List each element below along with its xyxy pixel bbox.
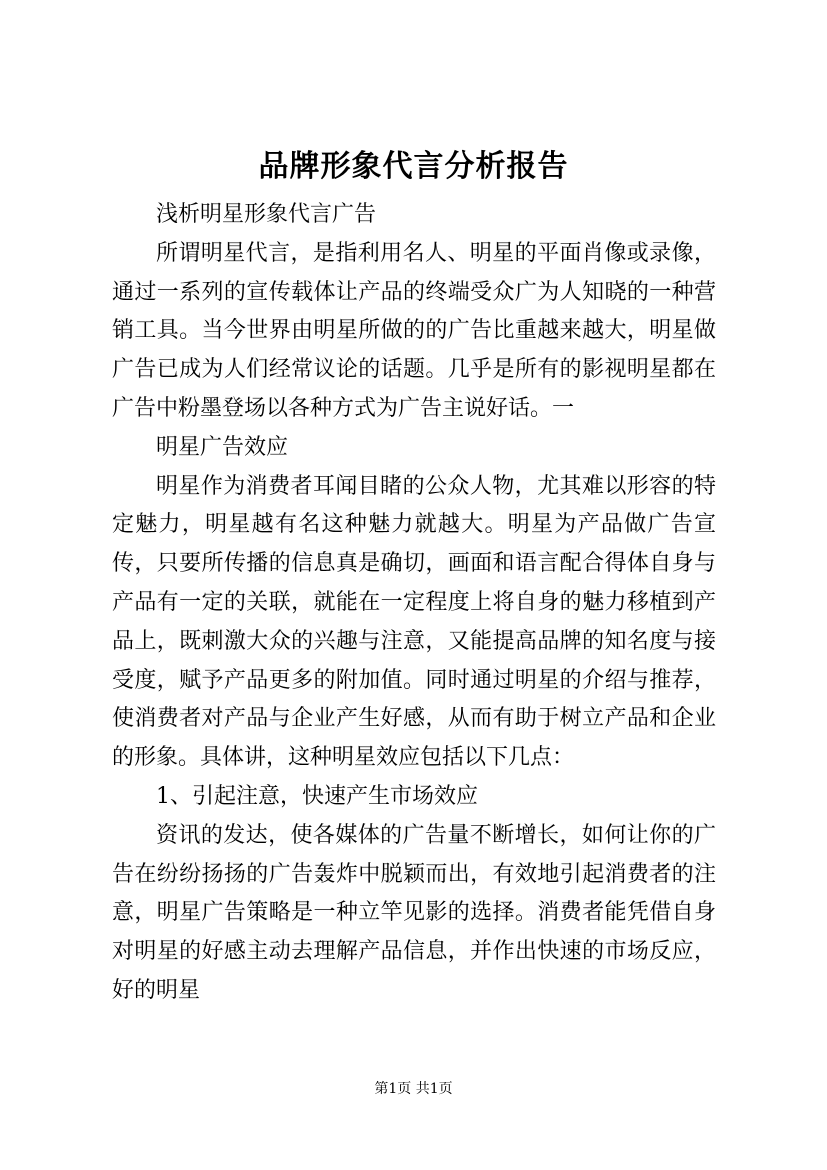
paragraph-definition: 所谓明星代言，是指利用名人、明星的平面肖像或录像，通过一系列的宣传载体让产品的终端受众广为人知晓的一种营销工具。当今世界由明星所做的的广告比重越来越大，明星做广告已成为人们经常议论的话题。几乎是所有的影视明星都在广告中粉墨登场以各种方式为广告主说好话。一 xyxy=(112,240,716,421)
document-body xyxy=(112,196,716,1011)
page-footer: 第1页 共1页 xyxy=(374,1081,453,1097)
paragraph-effect-body: 明星作为消费者耳闻目睹的公众人物，尤其难以形容的特定魅力，明星越有名这种魅力就越大。明星为产品做广告宣传，只要所传播的信息真是确切，画面和语言配合得体自身与产品有一定的关联，就能在一定程度上将自身的魅力移植到产品上，既刺激大众的兴趣与注意，又能提高品牌的知名度与接受度，赋予产品更多的附加值。同时通过明星的介绍与推荐，使消费者对产品与企业产生好感，从而有助于树立产品和企业的形象。具体讲，这种明星效应包括以下几点： xyxy=(112,473,716,771)
paragraph-point-1-body: 资讯的发达，使各媒体的广告量不断增长，如何让你的广告在纷纷扬扬的广告轰炸中脱颖而出，有效地引起消费者的注意，明星广告策略是一种立竿见影的选择。消费者能凭借自身对明星的好感主动去理解产品信息，并作出快速的市场反应，好的明星 xyxy=(112,822,716,1003)
paragraph-heading-effect: 明星广告效应 xyxy=(156,434,289,460)
paragraph-subtitle: 浅析明星形象代言广告 xyxy=(156,202,377,227)
document-title: 品牌形象代言分析报告 xyxy=(258,149,569,184)
paragraph-heading-point-1: 1、引起注意，快速产生市场效应 xyxy=(156,783,478,809)
